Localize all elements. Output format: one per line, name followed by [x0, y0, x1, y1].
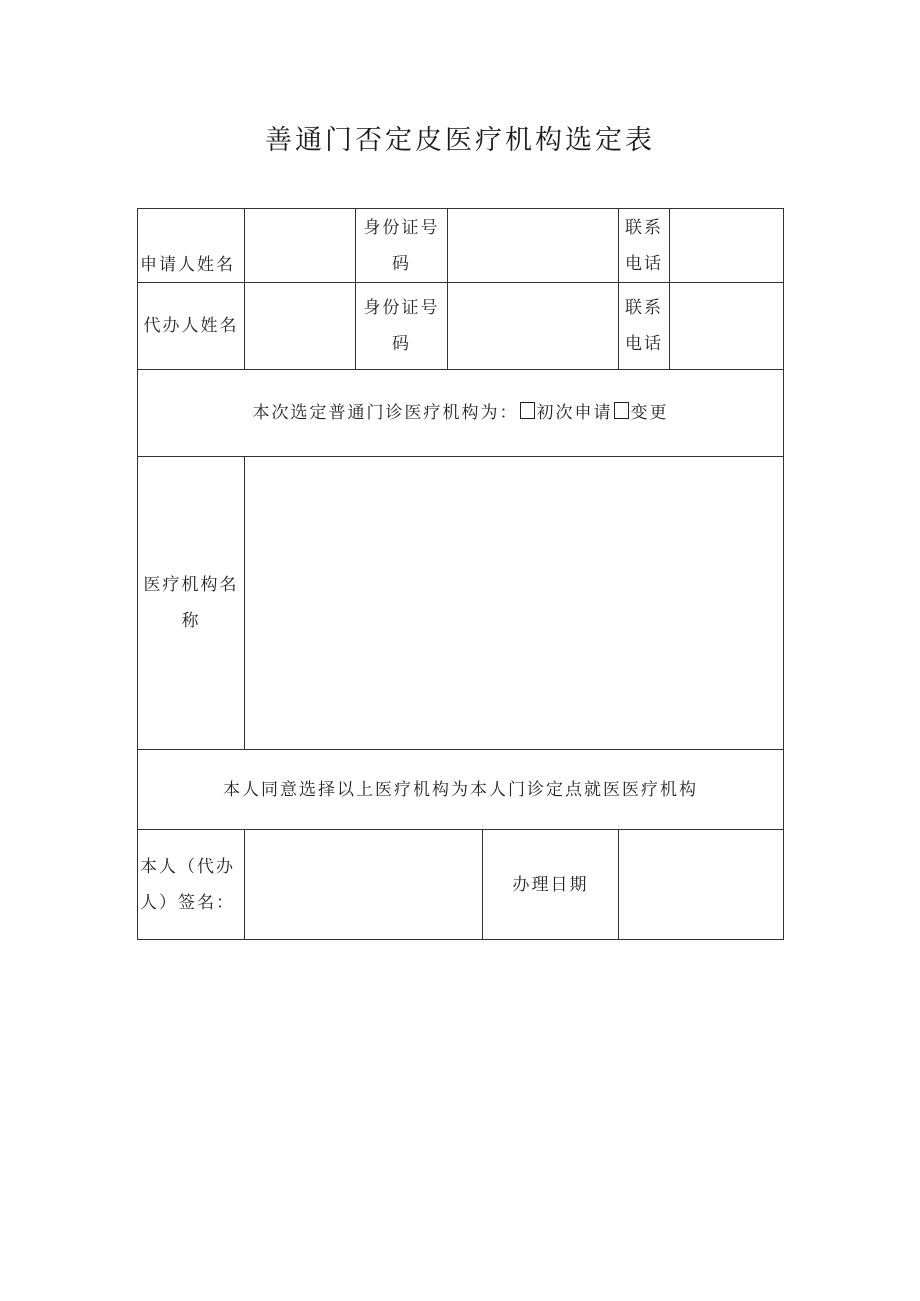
initial-application-checkbox[interactable] [520, 402, 535, 419]
applicant-name-field[interactable] [245, 209, 356, 283]
applicant-name-label: 申请人姓名 [138, 209, 245, 283]
change-label: 变更 [630, 403, 669, 423]
applicant-id-number-label: 身份证号码 [356, 209, 448, 283]
selection-cell [138, 370, 784, 457]
change-checkbox[interactable] [614, 402, 629, 419]
initial-application-label: 初次申请 [536, 403, 613, 423]
consent-statement: 本人同意选择以上医疗机构为本人门诊定点就医医疗机构 [138, 750, 784, 830]
agent-phone-label: 联系电话 [619, 283, 670, 370]
agent-phone-field[interactable] [670, 283, 784, 370]
applicant-row [138, 209, 784, 283]
signature-row [138, 830, 784, 940]
agent-id-number-label: 身份证号码 [356, 283, 448, 370]
applicant-phone-field[interactable] [670, 209, 784, 283]
institution-name-field[interactable] [245, 457, 784, 750]
selection-row [138, 370, 784, 457]
institution-row [138, 457, 784, 750]
consent-row [138, 750, 784, 830]
date-label: 办理日期 [483, 830, 619, 940]
applicant-phone-label: 联系电话 [619, 209, 670, 283]
signature-field[interactable] [245, 830, 483, 940]
selection-statement: 本次选定普通门诊医疗机构为： [252, 403, 519, 423]
agent-name-field[interactable] [245, 283, 356, 370]
signature-label: 本人（代办人）签名： [138, 830, 245, 940]
date-field[interactable] [619, 830, 784, 940]
applicant-id-number-field[interactable] [448, 209, 619, 283]
page-title: 善通门否定皮医疗机构选定表 [265, 125, 655, 156]
agent-name-label: 代办人姓名 [138, 283, 245, 370]
agent-row [138, 283, 784, 370]
agent-id-number-field[interactable] [448, 283, 619, 370]
selection-form-table [137, 208, 784, 940]
institution-name-label: 医疗机构名称 [138, 457, 245, 750]
